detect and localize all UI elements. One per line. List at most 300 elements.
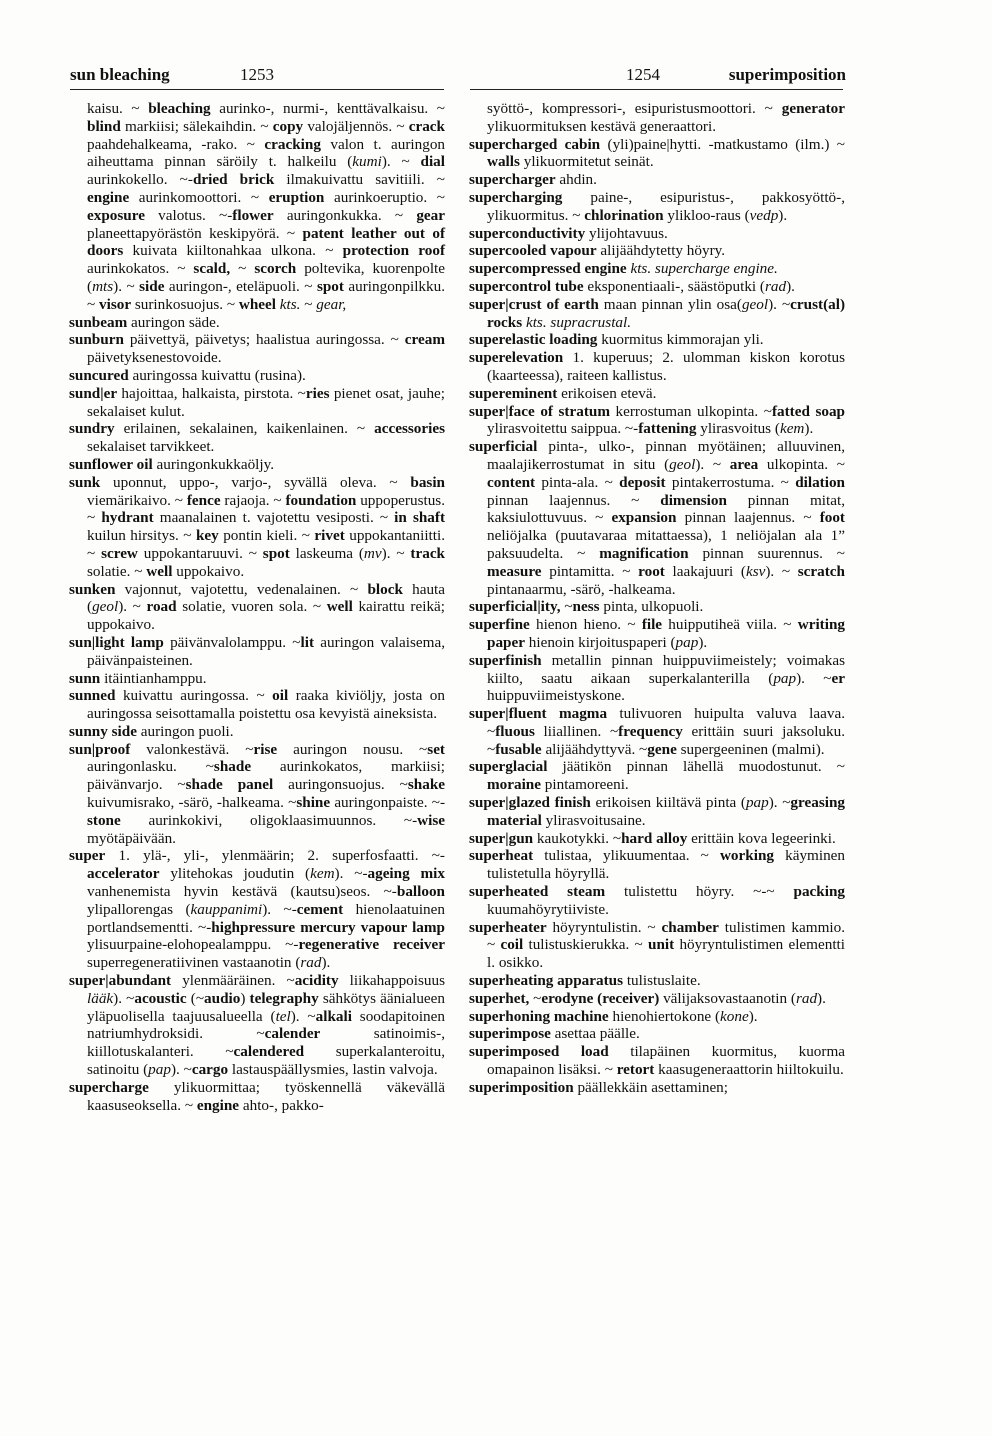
definition-text: ).: [778, 206, 788, 224]
definition-text: ~: [300, 295, 317, 313]
dictionary-entry: [69, 367, 445, 385]
definition-text: metallin pinnan huippuviimeistely; voimakas kiilto, saatu aikaan superkalanterilla (: [487, 651, 845, 687]
definition-text: ylirasvoitusaine.: [541, 811, 646, 829]
definition-text: kuormitus kimmorajan yli.: [597, 331, 764, 349]
headword: oil: [272, 687, 289, 705]
dictionary-entry: [469, 171, 845, 189]
definition-text: kuivattu auringossa. ~: [115, 687, 273, 705]
headword: chlorination: [584, 206, 664, 224]
headword: crust(al) rocks: [487, 295, 845, 331]
headword: dial: [420, 153, 445, 171]
definition-text: vajonnut, vajotettu, vedenalainen. ~: [115, 580, 368, 598]
headword: super|face of stratum: [469, 402, 610, 420]
headword: visor: [99, 295, 132, 313]
headword: measure: [487, 562, 542, 580]
definition-text: pintakerrostuma. ~: [665, 473, 796, 491]
definition-text: ). ~: [768, 295, 791, 313]
headword: cracking: [264, 135, 321, 153]
headword: flower: [232, 206, 274, 224]
headword: superelastic loading: [469, 331, 598, 349]
field-label: rad: [795, 989, 818, 1007]
field-label: mts: [92, 277, 114, 295]
headword: rivet: [314, 527, 345, 545]
headword: accelerator: [87, 865, 160, 883]
definition-text: liikahappoisuus: [338, 972, 446, 990]
definition-text: ahdin.: [555, 171, 597, 189]
field-label: pap: [773, 669, 797, 687]
headword: moraine: [487, 776, 541, 794]
definition-text: uponnut, uppo-, varjo-, syvällä oleva. ~: [100, 473, 411, 491]
definition-text: valojäljennös. ~: [303, 117, 409, 135]
dictionary-entry: [469, 225, 845, 243]
headword: sunn: [69, 669, 101, 687]
headword: engine: [196, 1096, 240, 1114]
dictionary-entry: [69, 331, 445, 367]
definition-text: paahdehalkeama, -rako. ~: [87, 135, 265, 153]
definition-text: superregeneratiivinen vastaanotin (: [87, 954, 301, 972]
definition-text: pintanaarmu, -särö, -halkeama.: [487, 580, 676, 598]
headword: shine: [296, 794, 331, 812]
field-label: pap: [745, 794, 769, 812]
definition-text: asettaa päälle.: [550, 1025, 640, 1043]
definition-text: erilainen, sekalainen, kaikenlainen. ~: [114, 420, 375, 438]
field-label: kts. supracrustal.: [525, 313, 632, 331]
header-rule-left: [70, 89, 444, 90]
definition-text: aurinkokatos, markiisi; päivänvarjo. ~: [87, 758, 446, 794]
field-label: geol: [741, 295, 769, 313]
headword: hard alloy: [621, 829, 688, 847]
definition-text: ~: [230, 260, 255, 278]
headword: deposit: [619, 473, 666, 491]
definition-text: poltevika, kuorenpolte (: [87, 260, 446, 295]
definition-text: ilmakuivattu savitiili. ~: [274, 171, 445, 189]
field-label: gear,: [316, 295, 347, 313]
headword: writing paper: [487, 616, 845, 651]
definition-text: kuilun hirsitys. ~: [87, 527, 196, 545]
headword: sunflower oil: [69, 455, 153, 473]
headword: retort: [616, 1061, 655, 1079]
headword: set: [427, 740, 445, 758]
left-column: [69, 100, 445, 1114]
left-page-number: 1253: [240, 65, 274, 84]
headword: acoustic: [134, 989, 187, 1007]
definition-text: ~: [529, 989, 542, 1007]
definition-text: uppokaivo.: [172, 562, 245, 580]
headword: shade panel: [185, 776, 274, 794]
definition-text: ). ~-: [334, 865, 368, 883]
definition-text: supergeeninen (malmi).: [676, 740, 825, 758]
headword: lit: [300, 633, 315, 651]
definition-text: ).: [321, 954, 331, 972]
headword: shade: [213, 758, 252, 776]
dictionary-entry: [69, 670, 445, 688]
headword: superheating apparatus: [469, 972, 624, 990]
definition-text: päivänvalolamppu. ~: [163, 633, 301, 651]
headword: supercooled vapour: [469, 242, 597, 260]
definition-text: pinnan laajennus. ~: [487, 491, 661, 509]
headword: sunburn: [69, 331, 124, 349]
definition-text: solatie. ~: [87, 562, 147, 580]
headword: copy: [272, 117, 304, 135]
field-label: kem: [779, 420, 805, 438]
headword: superheated steam: [469, 883, 606, 901]
definition-text: ylitehokas joudutin (: [159, 865, 311, 883]
definition-text: ~: [560, 598, 573, 616]
headword: foot: [819, 509, 845, 527]
headword: super|gun: [469, 829, 534, 847]
dictionary-entry: [469, 972, 845, 990]
definition-text: hajoittaa, halkaista, pirstota. ~: [117, 384, 306, 402]
headword: superimposed load: [469, 1043, 609, 1061]
definition-text: ylikuormitetut seinät.: [519, 153, 654, 171]
dictionary-entry: [69, 847, 445, 972]
headword: gene: [647, 740, 677, 758]
headword: superimposition: [469, 1078, 574, 1096]
headword: content: [487, 473, 536, 491]
definition-text: viemärikaivo. ~: [87, 491, 187, 509]
definition-text: auringon säde.: [127, 313, 220, 331]
definition-text: kairattu reikä; uppokaivo.: [87, 598, 445, 634]
definition-text: soodapitoinen natriumhydroksidi. ~: [87, 1007, 445, 1043]
headword: generator: [781, 100, 845, 117]
headword: file: [641, 616, 663, 634]
headword: sund|er: [69, 384, 118, 402]
definition-text: pintamitta. ~: [541, 562, 639, 580]
headword: suncured: [69, 366, 129, 384]
definition-text: pinta, ulkopuoli.: [599, 598, 704, 616]
definition-text: lastauspäällysmies, lastin valvoja.: [228, 1061, 438, 1079]
definition-text: surinkosuojus. ~: [131, 295, 239, 313]
headword: superheat: [469, 847, 534, 865]
dictionary-entry: [469, 189, 845, 225]
headword: ness: [572, 598, 600, 616]
headword: er: [831, 669, 845, 687]
definition-text: ). ~: [113, 989, 135, 1007]
dictionary-entry: [469, 794, 845, 830]
dictionary-entry: [69, 972, 445, 1079]
headword: balloon: [396, 883, 445, 901]
definition-text: (yli)paine|hytti. -matkustamo (ilm.) ~: [600, 135, 846, 153]
headword: unit: [648, 936, 675, 954]
headword: supercharged cabin: [469, 135, 601, 153]
definition-text: laakajuuri (: [664, 562, 746, 580]
definition-text: uppokantaruuvi. ~: [137, 544, 263, 562]
definition-text: maan pinnan ylin osa(: [598, 295, 742, 313]
headword: sundry: [69, 420, 115, 438]
field-label: tel: [275, 1007, 291, 1025]
headword: super|fluent magma: [469, 705, 608, 723]
definition-text: myötäpäivään.: [87, 829, 176, 847]
headword: coil: [500, 936, 524, 954]
definition-text: rajaoja. ~: [220, 491, 286, 509]
definition-text: hienoin kirjoituspaperi (: [524, 633, 676, 651]
headword: super: [69, 847, 106, 865]
definition-text: alijäähdytetty höyry.: [596, 242, 726, 260]
headword: hydrant: [101, 509, 154, 527]
dictionary-entry: [469, 260, 845, 278]
dictionary-entry: [469, 598, 845, 616]
headword: supercompressed engine: [469, 260, 627, 278]
dictionary-entry: [469, 758, 845, 794]
headword: block: [367, 580, 403, 598]
definition-text: höyryntulistin. ~: [546, 918, 662, 936]
headword: fluous: [495, 722, 535, 740]
definition-text: kaisu. ~: [87, 100, 149, 117]
definition-text: tulivuoren huipulta valuva laava. ~: [487, 705, 845, 740]
definition-text: hienolaatuinen portlandsementti. ~-: [87, 900, 445, 936]
headword: dimension: [660, 491, 727, 509]
right-guide-word: superimposition: [728, 65, 846, 84]
headword: sunny side: [69, 722, 137, 740]
definition-text: sähkötys äänialueen yläpuolisella taajuusalueella (: [87, 989, 446, 1025]
headword: scratch: [797, 562, 845, 580]
right-column: [469, 100, 845, 1097]
headword: superfinish: [469, 651, 542, 669]
dictionary-entry: [69, 581, 445, 634]
dictionary-entry: [469, 616, 845, 652]
headword: track: [410, 544, 446, 562]
definition-text: neliöjalka (puutavaraa mitattaessa), 1 neliöjalan ala 1” paksuudelta. ~: [487, 527, 845, 562]
field-label: kts.: [279, 295, 301, 313]
dictionary-entry: [469, 385, 845, 403]
definition-text: ylikuormituksen kestävä generaattori.: [487, 117, 717, 135]
definition-text: auringonsuojus. ~: [273, 776, 408, 794]
headword: exposure: [87, 206, 145, 224]
field-label: rad: [300, 954, 322, 972]
entry-continuation: [469, 100, 845, 136]
definition-text: tulistuskierukka. ~: [523, 936, 649, 954]
field-label: pap: [675, 633, 699, 651]
definition-text: pinta-ala. ~: [535, 473, 620, 491]
definition-text: huippuviimeistyskone.: [487, 687, 625, 705]
definition-text: ). ~: [695, 455, 730, 473]
headword: patent leather out of doors: [87, 224, 445, 260]
definition-text: ).: [804, 420, 814, 438]
headword: supercharger: [469, 171, 556, 189]
definition-text: hienon hieno. ~: [529, 616, 642, 634]
field-label: vedp: [749, 206, 779, 224]
definition-text: ). ~: [765, 562, 798, 580]
definition-text: syöttö-, kompressori-, esipuristusmoottori. ~: [487, 100, 782, 117]
definition-text: auringonpilkku. ~: [87, 277, 445, 313]
definition-text: kuivata kiiltonahkaa ulkona. ~: [123, 242, 343, 260]
definition-text: auringon valaisema, päivänpaisteinen.: [87, 633, 445, 669]
headword: super|crust of earth: [469, 295, 599, 313]
headword: gear: [416, 206, 445, 224]
headword: magnification: [599, 544, 689, 562]
definition-text: ). ~: [113, 277, 140, 295]
definition-text: superkalanteroitu, satinoitu (: [87, 1043, 445, 1079]
definition-text: tulistimen kammio. ~: [487, 918, 845, 954]
dictionary-entry: [469, 847, 845, 883]
headword: sunken: [69, 580, 116, 598]
definition-text: auringon nousu. ~: [277, 740, 428, 758]
definition-text: kaasugeneraattorin hiiltokuilu.: [654, 1061, 844, 1079]
definition-text: auringossa kuivattu (rusina).: [128, 366, 306, 384]
headword: root: [638, 562, 665, 580]
dictionary-entry: [469, 331, 845, 349]
field-label: kts. supercharge engine.: [630, 260, 778, 278]
headword: blind: [87, 117, 121, 135]
headword: superconductivity: [469, 224, 586, 242]
dictionary-entry: [469, 919, 845, 972]
definition-text: auringonpaiste. ~-: [330, 794, 445, 812]
definition-text: aurinkoeruptio. ~: [324, 188, 445, 206]
definition-text: uppokantaniitti. ~: [87, 527, 445, 562]
field-label: geol: [669, 455, 696, 473]
definition-text: aurinkokivi, oligoklaasimuunnos. ~-: [120, 811, 418, 829]
definition-text: kaukotykki. ~: [533, 829, 622, 847]
headword: scald,: [193, 260, 231, 278]
dictionary-entry: [69, 385, 445, 421]
headword: side: [139, 277, 165, 295]
headword: supereminent: [469, 384, 558, 402]
definition-text: tulistuslaite.: [623, 972, 701, 990]
field-label: kumi: [352, 153, 382, 171]
dictionary-entry: [469, 438, 845, 598]
definition-text: erikoisen kiiltävä pinta (: [590, 794, 746, 812]
headword: in shaft: [394, 509, 446, 527]
dictionary-entry: [469, 278, 845, 296]
definition-text: auringon-, eteläpuoli. ~: [164, 277, 317, 295]
definition-text: ylenmääräinen. ~: [171, 972, 295, 990]
headword: spot: [316, 277, 344, 295]
headword: sun|proof: [69, 740, 131, 758]
headword: superfine: [469, 616, 530, 634]
definition-text: pienet osat, jauhe; sekalaiset kulut.: [87, 384, 445, 420]
definition-text: erittäin suuri jaksoluku. ~: [487, 722, 845, 758]
definition-text: auringon puoli.: [136, 722, 234, 740]
headword: superheater: [469, 918, 547, 936]
headword: highpressure mercury vapour lamp: [211, 918, 445, 936]
definition-text: paine-, esipuristus-, pakkosyöttö-, ylikuormitus. ~: [487, 188, 845, 224]
dictionary-entry: [469, 242, 845, 260]
dictionary-entry: [469, 349, 845, 385]
definition-text: ).: [786, 277, 795, 295]
headword: dried brick: [192, 171, 275, 189]
field-label: mv: [363, 544, 382, 562]
definition-text: päivetyksenestovoide.: [87, 349, 222, 367]
definition-text: päivettyä, päivetys; haalistua auringossa. ~: [123, 331, 405, 349]
definition-text: ylisuurpaine-elohopealamppu. ~-: [87, 936, 299, 954]
dictionary-entry: [469, 1079, 845, 1097]
dictionary-entry: [69, 314, 445, 332]
headword: audio: [204, 989, 241, 1007]
headword: ageing mix: [367, 865, 445, 883]
definition-text: kerrostuman ulkopinta. ~: [609, 402, 772, 420]
headword: alkali: [315, 1007, 352, 1025]
definition-text: ahto-, pakko-: [239, 1096, 324, 1114]
field-label: rad: [765, 277, 787, 295]
definition-text: auringonkukka. ~: [273, 206, 417, 224]
definition-text: liiallinen. ~: [534, 722, 619, 740]
headword: superhet,: [469, 989, 530, 1007]
dictionary-entry: [69, 456, 445, 474]
definition-text: laskeuma (: [289, 544, 364, 562]
definition-text: ylirasvoitettu saippua. ~-: [487, 420, 639, 438]
headword: fusable: [495, 740, 542, 758]
definition-text: raaka kiviöljy, josta on auringossa seisottamalla poistettu osa kevyistä aineksista.: [87, 687, 445, 723]
field-label: kauppanimi: [190, 900, 263, 918]
header-rule-right: [470, 89, 843, 90]
headword: packing: [793, 883, 846, 901]
definition-text: valonkestävä. ~: [130, 740, 254, 758]
definition-text: ).: [817, 989, 826, 1007]
dictionary-entry: [469, 652, 845, 705]
definition-text: tulistaa, ylikuumentaa. ~: [533, 847, 720, 865]
definition-text: ylipallorengas (: [87, 900, 191, 918]
definition-text: planeettapyörästön keskipyörä. ~: [87, 224, 303, 242]
definition-text: aurinkokatos. ~: [87, 260, 194, 278]
definition-text: ).: [748, 1007, 758, 1025]
definition-text: hauta (: [87, 580, 445, 616]
headword: crack: [408, 117, 445, 135]
definition-text: ). ~: [796, 669, 832, 687]
headword: screw: [101, 544, 138, 562]
headword: expansion: [611, 509, 677, 527]
definition-text: aurinkokello. ~-: [87, 171, 193, 189]
definition-text: auringonlasku. ~: [87, 758, 214, 776]
headword: protection roof: [342, 242, 445, 260]
left-guide-word: sun bleaching: [70, 65, 170, 84]
definition-text: ). ~-: [262, 900, 297, 918]
headword: accessories: [374, 420, 445, 438]
dictionary-entry: [69, 634, 445, 670]
definition-text: ylirasvoitus (: [696, 420, 780, 438]
headword: superimpose: [469, 1025, 551, 1043]
dictionary-entry: [469, 403, 845, 439]
headword: dilation: [795, 473, 846, 491]
field-label: kone: [720, 1007, 749, 1025]
headword: sun|light lamp: [69, 633, 164, 651]
definition-text: aurinkomoottori. ~: [129, 188, 269, 206]
headword: sunk: [69, 473, 101, 491]
definition-text: ).: [698, 633, 708, 651]
field-label: geol: [92, 598, 119, 616]
dictionary-entry: [69, 420, 445, 456]
definition-text: käyminen tulistetulla höyryllä.: [487, 847, 845, 883]
definition-text: ). ~: [170, 1061, 192, 1079]
headword: wise: [417, 811, 445, 829]
headword: walls: [487, 153, 520, 171]
definition-text: hienohiertokone (: [608, 1007, 721, 1025]
headword: ries: [305, 384, 330, 402]
headword: superficial: [469, 438, 538, 456]
headword: fattening: [638, 420, 697, 438]
definition-text: huipputiheä viila. ~: [662, 616, 798, 634]
definition-text: uppoperustus. ~: [87, 491, 445, 527]
definition-text: ylijohtavuus.: [585, 224, 668, 242]
headword: engine: [87, 188, 130, 206]
dictionary-entry: [469, 883, 845, 919]
headword: cream: [404, 331, 445, 349]
headword: stone: [87, 811, 121, 829]
headword: cargo: [191, 1061, 229, 1079]
headword: greasing material: [487, 794, 845, 829]
definition-text: ). ~: [118, 598, 147, 616]
definition-text: pinnan mitat, kaksiulottuvuus. ~: [487, 491, 845, 527]
definition-text: 1. ylä-, yli-, ylenmäärin; 2. superfosfaatti. ~-: [105, 847, 445, 865]
headword: frequency: [618, 722, 683, 740]
definition-text: kuivumisrako, -särö, -halkeama. ~: [87, 794, 297, 812]
definition-text: kuumahöyrytiiviste.: [487, 900, 609, 918]
headword: calendered: [233, 1043, 305, 1061]
headword: key: [195, 527, 219, 545]
definition-text: tulistettu höyry. ~-~: [605, 883, 794, 901]
headword: calender: [264, 1025, 321, 1043]
dictionary-entry: [69, 687, 445, 723]
dictionary-entry: [469, 296, 845, 332]
